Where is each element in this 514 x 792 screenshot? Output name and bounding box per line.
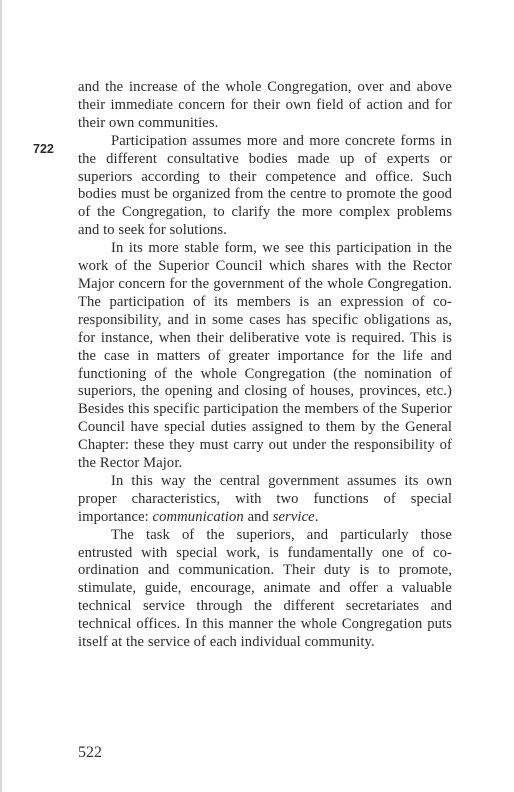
paragraph-number: 722 <box>33 142 54 156</box>
page-edge <box>0 0 2 792</box>
page-number: 522 <box>78 744 102 761</box>
paragraph-central-government <box>78 473 452 527</box>
body-text <box>78 79 452 652</box>
paragraph-task-of-superiors: The task of the superiors, and particularly those entrusted with special work, is fundamentally one of co-ordination and communication. Their duty is to promote, stimulate, guide, encourage, animate and offer a valuable technical service through the different secretariates and technical offices. In this manner the whole Congregation puts itself at the service of each individual community. <box>78 526 452 651</box>
paragraph-text: In this way the central government assumes its own proper characteristics, with two functions of special importance: <box>78 472 452 525</box>
paragraph-722: Participation assumes more and more concrete forms in the different consultative bodies made up of experts or superiors according to their competence and office. Such bodies must be organized from the centre to promote the good of the Congregation, to clarify the more complex problems and to seek for solutions. <box>78 132 452 239</box>
paragraph-superior-council: In its more stable form, we see this participation in the work of the Superior Council which shares with the Rector Major concern for the government of the whole Congregation. The participation of its members is an expression of co-responsibility, and in some cases has specific obligations as, for instance, when their deliberative vote is required. This is the case in matters of greater importance for the life and functioning of the whole Congregation (the nomination of superiors, the opening and closing of houses, provinces, etc.) Besides this specific participation the members of the Superior Council have special duties assigned to them by the General Chapter: these they must carry out under the responsibility of the Rector Major. <box>78 240 452 472</box>
paragraph-text: and <box>243 508 273 525</box>
paragraph-continuation: and the increase of the whole Congregation, over and above their immediate concern for their own field of action and for their own communities. <box>78 79 452 131</box>
emphasis-communication: communication <box>152 508 244 525</box>
paragraph-text: . <box>314 508 319 525</box>
emphasis-service: service <box>272 508 315 525</box>
